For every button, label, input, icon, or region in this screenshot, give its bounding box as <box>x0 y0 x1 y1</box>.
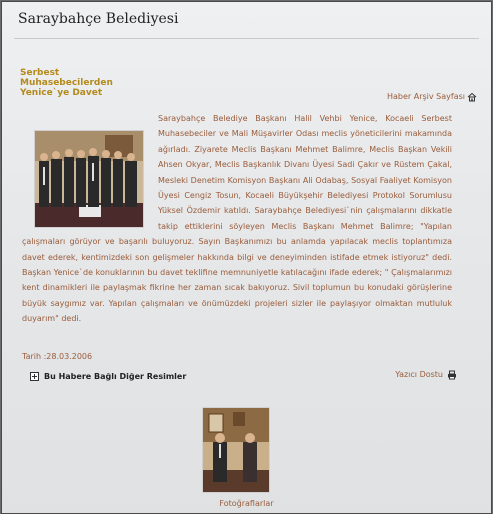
related-photos-label: Bu Habere Bağlı Diğer Resimler <box>44 372 187 381</box>
news-photo[interactable] <box>34 130 144 228</box>
page-frame <box>1 1 492 514</box>
printer-icon[interactable] <box>447 370 457 380</box>
headline-line: Muhasebecilerden <box>20 78 113 88</box>
site-title: Saraybahçe Belediyesi <box>18 11 179 27</box>
news-headline <box>20 68 160 98</box>
article-body: Saraybahçe Belediye Başkanı Halil Vehbi Yenice, Kocaeli Serbest Muhasebeciler ve Mali Müşavirler Odası meclis yöneticilerini makamında ağırladı. Ziyarete Meclis Başkanı Mehmet Balimre, Meclis Başkan Vekili Ahsen Okyar, Meclis Başkanlık Divanı Üyesi Sadi Çakır ve Rüstem Çakal, Mesleki Denetim Komisyon Başkanı Ali Odabaş, Sosyal Faaliyet Komisyon Üyesi Cengiz Tosun, Kocaeli Büyükşehir Belediyesi Protokol Sorumlusu Yüksel Özdemir katıldı. Saraybahçe Belediyesi`nin çalışmalarını dikkatle takip ettiklerini söyleyen Meclis Başkanı Mehmet Balimre; "Yapılan çalışmaları görüyor ve başarılı buluyoruz. Sayın Başkanımızı bu anlamda yapılacak meclis toplantımıza davet ederek, kentimizdeki son gelişmeler hakkında bilgi ve deneyiminden istifade etmek istiyoruz" dedi. Başkan Yenice`de konuklarının bu davet teklifine memnuniyetle katılacağını ifade ederek; " Çalışmalarımızı kent dinamikleri ile paylaşmak fikrine her zaman sıcak bakıyoruz. Sivil toplumun bu konudaki görüşlerine büyük saygımız var. Yapılan çalışmaları ve önümüzdeki projeleri sizler ile paylaşıyor olmaktan mutluluk duyarım" dedi. <box>22 114 452 324</box>
related-photo-thumbnail[interactable] <box>202 407 270 493</box>
news-date: Tarih :28.03.2006 <box>22 352 93 361</box>
home-icon[interactable] <box>467 92 477 102</box>
archive-link[interactable]: Haber Arşiv Sayfası <box>386 92 465 101</box>
headline-line: Yenice`ye Davet <box>20 88 103 98</box>
photo-caption-link[interactable]: Fotoğraflarlar <box>219 499 274 508</box>
printer-friendly-link[interactable]: Yazıcı Dostu <box>395 370 443 379</box>
headline-line: Serbest <box>20 68 60 78</box>
title-divider <box>14 38 479 39</box>
plus-icon <box>30 372 39 381</box>
related-photos-header <box>30 372 186 381</box>
